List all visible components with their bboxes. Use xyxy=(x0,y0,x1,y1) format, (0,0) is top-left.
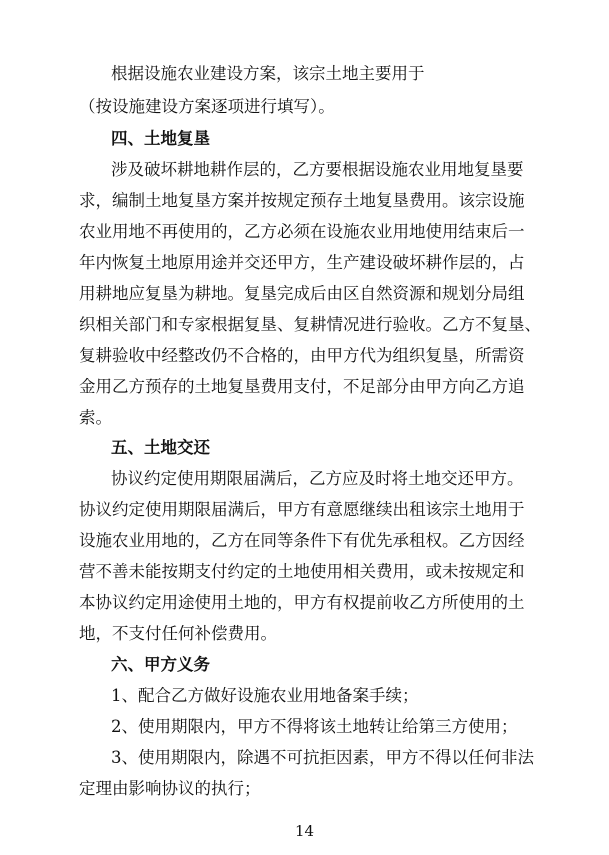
paragraph-line: 本协议约定用途使用土地的，甲方有权提前收乙方所使用的土 xyxy=(79,593,525,612)
paragraph-line: 协议约定使用期限届满后，乙方应及时将土地交还甲方。 xyxy=(111,469,524,488)
paragraph-line: 年内恢复土地原用途并交还甲方，生产建设破坏耕作层的，占 xyxy=(79,253,525,272)
paragraph-line: 设施农业用地的，乙方在同等条件下有优先承租权。乙方因经 xyxy=(79,531,525,550)
paragraph-line: 求，编制土地复垦方案并按规定预存土地复垦费用。该宗设施 xyxy=(79,191,525,210)
section-heading-land-reclamation: 四、土地复垦 xyxy=(111,129,210,148)
paragraph-line: 用耕地应复垦为耕地。复垦完成后由区自然资源和规划分局组 xyxy=(79,284,525,303)
list-item: 2、使用期限内，甲方不得将该土地转让给第三方使用； xyxy=(111,717,518,736)
paragraph-line: 根据设施农业建设方案，该宗土地主要用于 xyxy=(111,64,425,83)
paragraph-line: 织相关部门和专家根据复垦、复耕情况进行验收。乙方不复垦、 xyxy=(79,315,541,334)
paragraph-line: 索。 xyxy=(79,408,112,427)
paragraph-line: 地，不支付任何补偿费用。 xyxy=(79,624,277,643)
paragraph-line: 涉及破坏耕地耕作层的，乙方要根据设施农业用地复垦要 xyxy=(111,160,524,179)
paragraph-line: 农业用地不再使用的，乙方必须在设施农业用地使用结束后一 xyxy=(79,222,525,241)
paragraph-line: 营不善未能按期支付约定的土地使用相关费用，或未按规定和 xyxy=(79,562,525,581)
list-item: 3、使用期限内，除遇不可抗拒因素，甲方不得以任何非法 xyxy=(111,748,534,767)
paragraph-line: 协议约定使用期限届满后，甲方有意愿继续出租该宗土地用于 xyxy=(79,500,525,519)
section-heading-land-return: 五、土地交还 xyxy=(111,438,210,457)
paragraph-line: （按设施建设方案逐项进行填写）。 xyxy=(79,97,335,116)
paragraph-line: 复耕验收中经整改仍不合格的，由甲方代为组织复垦，所需资 xyxy=(79,346,525,365)
paragraph-line: 定理由影响协议的执行； xyxy=(79,779,261,798)
paragraph-line: 金用乙方预存的土地复垦费用支付，不足部分由甲方向乙方追 xyxy=(79,377,525,396)
section-heading-party-a-obligations: 六、甲方义务 xyxy=(111,655,210,674)
page-number: 14 xyxy=(294,822,315,840)
list-item: 1、配合乙方做好设施农业用地备案手续； xyxy=(111,686,419,705)
